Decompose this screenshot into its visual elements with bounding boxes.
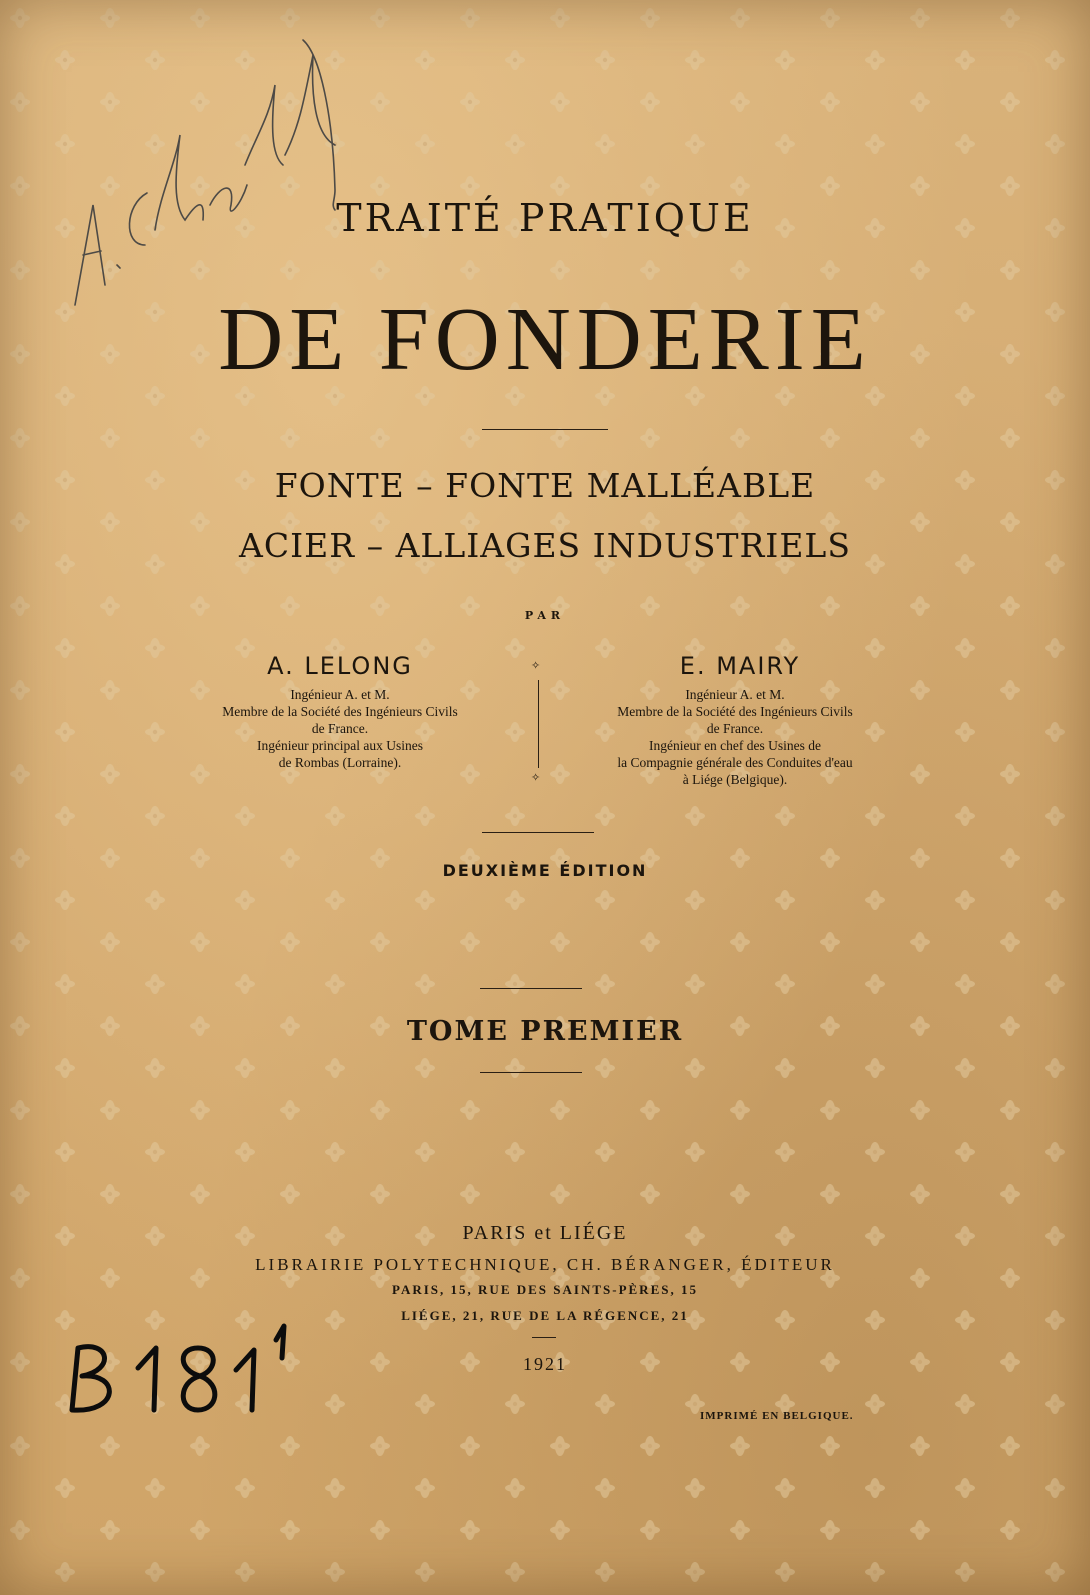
credential-line: Membre de la Société des Ingénieurs Civils [222,704,458,719]
author-name-lelong: A. LELONG [267,652,413,680]
credential-line: Ingénieur en chef des Usines de [648,738,822,753]
publisher-liege-address: LIÉGE, 21, RUE DE LA RÉGENCE, 21 [401,1308,689,1323]
title-prefix: TRAITÉ PRATIQUE [336,196,754,240]
author-name-mairy: E. MAIRY [679,652,801,680]
credential-line: à Liége (Belgique). [682,772,788,787]
pencil-signature [35,15,355,315]
diamond-ornament-bottom: ✧ [531,771,541,784]
author-separator [538,680,539,768]
by-label: PAR [524,609,566,622]
diamond-ornament-top: ✧ [531,659,541,672]
publisher-house: LIBRAIRIE POLYTECHNIQUE, CH. BÉRANGER, ÉDITEUR [255,1255,835,1274]
credential-line: de France. [311,721,369,736]
credential-line: Ingénieur A. et M. [290,687,390,702]
divider-rule [480,988,582,989]
credential-line: Membre de la Société des Ingénieurs Civils [617,704,853,719]
main-title: DE FONDERIE [218,290,872,389]
divider-rule [532,1337,556,1338]
divider-rule [482,832,594,833]
subtitle-line-2: ACIER – ALLIAGES INDUSTRIELS [239,526,851,565]
credential-line: de Rombas (Lorraine). [278,755,402,770]
volume-label: TOME PREMIER [406,1016,684,1047]
publication-year: 1921 [523,1354,567,1374]
publisher-cities: PARIS et LIÉGE [462,1222,628,1244]
credential-line: la Compagnie générale des Conduites d'eau [617,755,853,770]
credential-line: Ingénieur principal aux Usines [256,738,424,753]
credential-line: de France. [706,721,764,736]
edition-label: DEUXIÈME ÉDITION [442,861,648,880]
publisher-paris-address: PARIS, 15, RUE DES SAINTS-PÈRES, 15 [392,1282,698,1297]
divider-rule [480,1072,582,1073]
author-credentials-lelong [175,686,505,771]
credential-line: Ingénieur A. et M. [685,687,785,702]
subtitle-line-1: FONTE – FONTE MALLÉABLE [274,466,816,505]
handwritten-shelf-mark [60,1318,300,1428]
author-credentials-mairy [570,686,900,788]
divider-rule [482,429,608,430]
printed-in-label: IMPRIMÉ EN BELGIQUE. [700,1410,854,1422]
